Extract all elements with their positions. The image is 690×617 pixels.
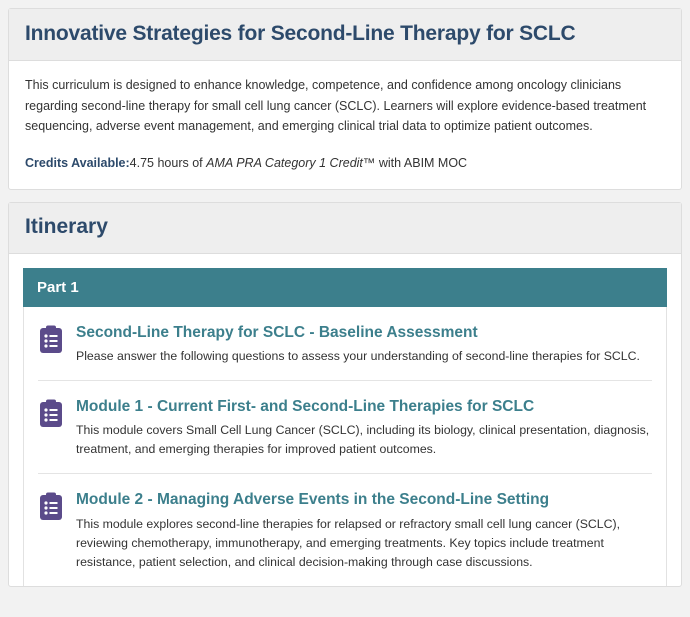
clipboard-list-icon <box>38 399 64 429</box>
course-description: This curriculum is designed to enhance knowledge, competence, and confidence among oncology clinicians regarding second-line therapy for small cell lung cancer (SCLC). Learners will explore evidence-based treatment sequencing, adverse event management, and emerging clinical trial data to optimize patient outcomes. <box>25 78 647 134</box>
itinerary-heading: Itinerary <box>25 214 108 238</box>
list-item-title[interactable]: Module 2 - Managing Adverse Events in the Second-Line Setting <box>76 491 550 509</box>
course-body <box>9 61 681 188</box>
list-item-text <box>76 490 652 572</box>
list-item-text <box>76 397 652 459</box>
credits-label: Credits Available: <box>25 156 130 171</box>
list-item[interactable] <box>38 381 652 474</box>
clipboard-list-icon <box>38 492 64 522</box>
list-item[interactable] <box>38 474 652 586</box>
list-item-title[interactable]: Second-Line Therapy for SCLC - Baseline Assessment <box>76 323 478 341</box>
itinerary-body <box>9 254 681 586</box>
credits-value-pre: 4.75 hours of <box>129 156 207 171</box>
list-item-title[interactable]: Module 1 - Current First- and Second-Line Therapies for SCLC <box>76 397 535 415</box>
list-item-description: This module covers Small Cell Lung Cancer (SCLC), including its biology, clinical presentation, diagnosis, treatment, and emerging therapies for improved patient outcomes. <box>76 423 650 457</box>
part-header: Part 1 <box>23 268 667 307</box>
list-item[interactable] <box>38 307 652 381</box>
itinerary-header <box>9 203 681 254</box>
part-item-list <box>23 307 667 586</box>
list-item-description: Please answer the following questions to assess your understanding of second-line therapies for SCLC. <box>76 348 640 363</box>
credits-value-italic: AMA PRA Category 1 Credit <box>206 156 363 171</box>
course-header <box>9 9 681 61</box>
list-item-description: This module explores second-line therapies for relapsed or refractory small cell lung cancer (SCLC), reviewing chemotherapy, immunotherapy, and emerging treatments. Key topics include treatment resistance, patient selection, and clinical decision-making through case discussions. <box>76 516 621 569</box>
clipboard-list-icon <box>38 325 64 355</box>
credits-value-post: ™ with ABIM MOC <box>362 156 468 171</box>
page-title: Innovative Strategies for Second-Line Therapy for SCLC <box>25 22 576 45</box>
course-overview-card <box>8 8 682 190</box>
itinerary-card <box>8 202 682 587</box>
credits-line <box>25 155 665 173</box>
list-item-text <box>76 323 652 366</box>
